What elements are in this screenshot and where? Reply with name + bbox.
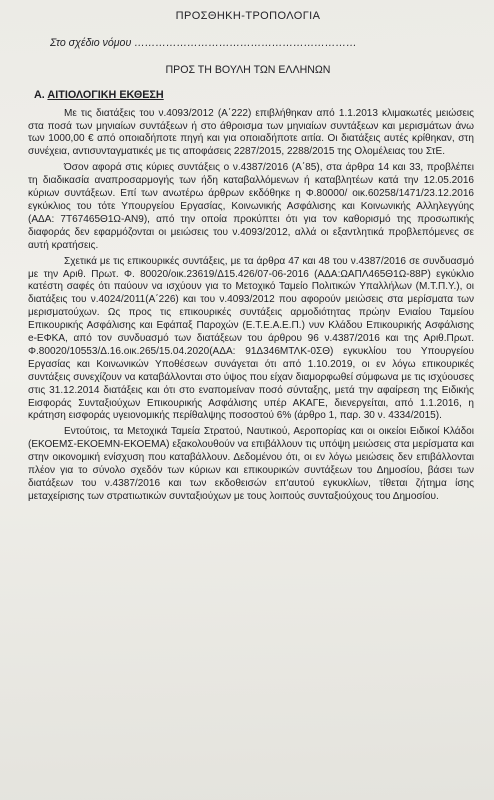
draft-law-line: Στο σχέδιο νόμου ……………………………………………………… [50, 36, 357, 49]
section-title: ΑΙΤΙΟΛΟΓΙΚΗ ΕΚΘΕΣΗ [47, 88, 164, 101]
body-paragraph-4: Εντούτοις, τα Μετοχικά Ταμεία Στρατού, Ναυτικού, Αεροπορίας και οι οικείοι Ειδικοί Κλάδοι (ΕΚΟΕΜΣ-ΕΚΟΕΜΝ-ΕΚΟΕΜΑ) εξακολουθούν να επιβάλλουν τις υπόψη μειώσεις στα μερίσματα και στην οικονομική ενίσχυση που καταβάλλουν. Δεδομένου ότι, οι εν λόγω μειώσεις δεν επιβάλλονται πλέον για το σύνολο σχεδόν των κύριων και επικουρικών συντάξεων του Δημοσίου, βάσει των διατάξεων του ν.4387/2016 και των εκδοθεισών επ'αυτού εγκυκλίων, τίθεται ζήτημα ίσης μεταχείρισης των στρατιωτικών συνταξιούχων με τους λοιπούς συνταξιούχους του Δημοσίου. [28, 426, 474, 502]
body-paragraph-2: Όσον αφορά στις κύριες συντάξεις ο ν.4387/2016 (Α΄85), στα άρθρα 14 και 33, προβλέπει τη διαδικασία αναπροσαρμογής των ήδη καταβαλλόμενων ή καταβλητέων κατά την 12.05.2016 κύριων συντάξεων. Επί των ανωτέρω άρθρων εκδόθηκε η Φ.80000/ οικ.60258/1471/23.12.2016 εγκύκλιος του τότε Υπουργείου Εργασίας, Κοινωνικής Ασφάλισης και Κοινωνικής Αλληλεγγύης (ΑΔΑ: 7Τ67465Θ1Ω-ΑΝ9), από την οποία προκύπτει ότι για τον καθορισμό της προσωπικής διαφοράς δεν εφαρμόζονται οι μειώσεις του ν.4093/2012, αλλά οι εξαντλητικά προβλεπόμενες σε αυτή κρατήσεις. [28, 162, 474, 251]
body-paragraph-3: Σχετικά με τις επικουρικές συντάξεις, με τα άρθρα 47 και 48 του ν.4387/2016 σε συνδυασμό με την Αριθ. Πρωτ. Φ. 80020/οικ.23619/Δ15.426/07-06-2016 (ΑΔΑ:ΩΑΠΛ465Θ1Ω-88Ρ) εγκύκλιο κατέστη σαφές ότι παύουν να ισχύουν για το Μετοχικό Ταμείο Πολιτικών Υπαλλήλων (Μ.Τ.Π.Υ.), οι διατάξεις του ν.4024/2011(Α΄226) και του ν.4093/2012 που αφορούν μειώσεις στα μερίσματα των μερισματούχων. Ως προς τις επικουρικές συντάξεις αρμοδιότητας πρώην Ενιαίου Ταμείου Επικουρικής Ασφάλισης και Εφάπαξ Παροχών (Ε.Τ.Ε.Α.Ε.Π.) νυν Κλάδου Επικουρικής Ασφάλισης e-ΕΦΚΑ, από τον συνδυασμό των διατάξεων του άρθρου 96 ν.4387/2016 και της Αριθ.Πρωτ. Φ.80020/10553/Δ.16.οικ.265/15.04.2020(ΑΔΑ: 91Δ346ΜΤΛΚ-0ΣΘ) εγκυκλίου του Υπουργείου Εργασίας και Κοινωνικών Υποθέσεων συνάγεται ότι από 1.10.2019, οι εν λόγω επικουρικές συντάξεις συνεχίζουν να καταβάλλονται στο ύψος που είχαν διαμορφωθεί σύμφωνα με τις ισχύουσες στις 31.12.2014 διατάξεις και ότι στο εναπομείναν ποσό σύνταξης, μετά την αφαίρεση της Ειδικής Εισφοράς Συνταξιούχων Επικουρικής Ασφάλισης υπέρ ΑΚΑΓΕ, διενεργείται, από 1.1.2016, η κράτηση εισφοράς υγειονομικής περίθαλψης ποσοστού 6% (άρθρο 1, παρ. 30 ν. 4334/2015). [28, 255, 474, 422]
section-heading [34, 89, 474, 102]
addressee-line: ΠΡΟΣ ΤΗ ΒΟΥΛΗ ΤΩΝ ΕΛΛΗΝΩΝ [165, 63, 331, 76]
section-letter: Α. [34, 88, 45, 101]
document-title: ΠΡΟΣΘΗΚΗ-ΤΡΟΠΟΛΟΓΙΑ [175, 10, 321, 22]
body-paragraph-1: Με τις διατάξεις του ν.4093/2012 (Α΄222) επιβλήθηκαν από 1.1.2013 κλιμακωτές μειώσεις στα ποσά των μηνιαίων συντάξεων ή στο άθροισμα των μηνιαίων συντάξεων και μερισμάτων άνω των 1000,00 € από οποιαδήποτε πηγή και για οποιαδήποτε αιτία. Οι διατάξεις αυτές κρίθηκαν, στη συνέχεια, αντισυνταγματικές με τις αποφάσεις 2287/2015, 2288/2015 της Ολομέλειας του ΣτΕ. [28, 107, 474, 158]
